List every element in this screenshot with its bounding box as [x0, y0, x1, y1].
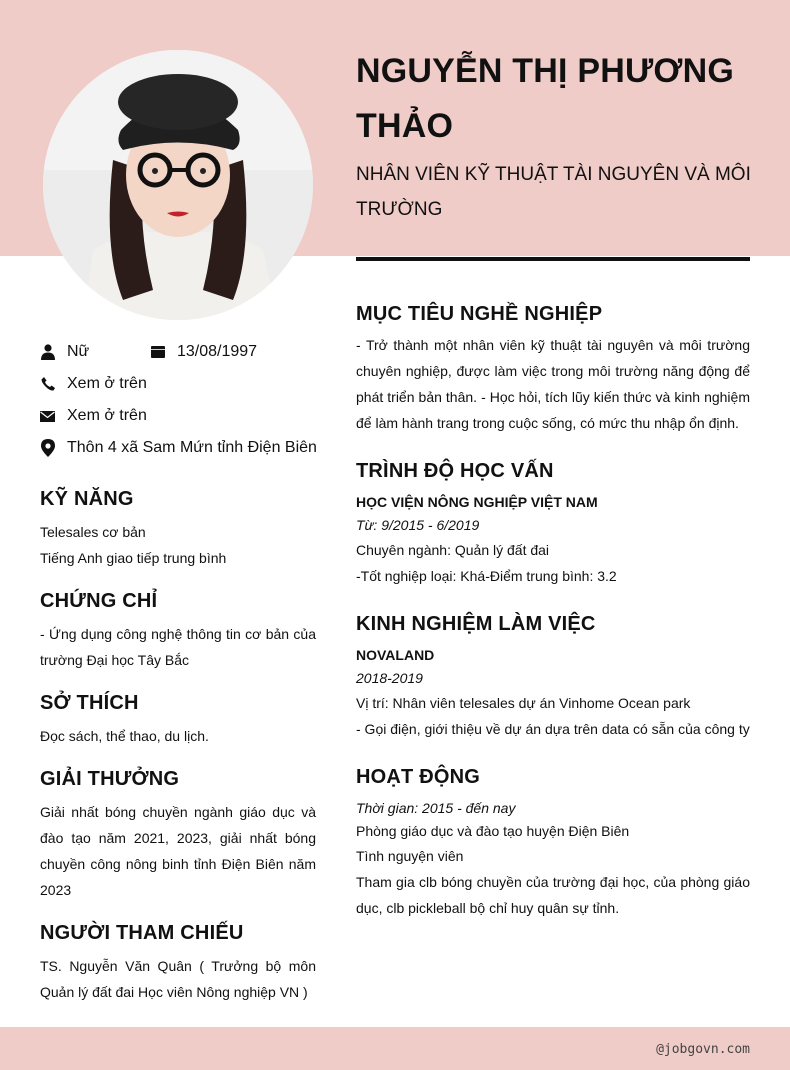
hobbies-heading: SỞ THÍCH	[40, 692, 139, 714]
address-value: Thôn 4 xã Sam Mứn tỉnh Điện Biên	[67, 439, 317, 456]
education-major: Chuyên ngành: Quản lý đất đai	[356, 542, 550, 558]
skills-heading: KỸ NĂNG	[40, 488, 134, 510]
footer-brand: @jobgovn.com	[656, 1042, 750, 1057]
activities-line: Tình nguyện viên	[356, 848, 464, 864]
experience-company: NOVALAND	[356, 647, 435, 663]
certificates-heading: CHỨNG CHỈ	[40, 590, 158, 612]
experience-duty: - Gọi điện, giới thiệu về dự án dựa trên data có sẵn của công ty	[356, 721, 750, 737]
hobbies-text: Đọc sách, thể thao, du lịch.	[40, 728, 209, 744]
map-pin-icon	[40, 439, 55, 457]
activities-line: Phòng giáo dục và đào tạo huyện Điện Biên	[356, 823, 630, 839]
activities-heading: HOẠT ĐỘNG	[356, 766, 481, 788]
profile-photo	[43, 50, 313, 320]
candidate-name: NGUYỄN THỊ PHƯƠNG THẢO	[356, 52, 734, 145]
experience-position: Vị trí: Nhân viên telesales dự án Vinhome Ocean park	[356, 695, 691, 711]
email-value: Xem ở trên	[67, 407, 147, 424]
info-gender	[40, 343, 89, 361]
references-heading: NGƯỜI THAM CHIẾU	[40, 922, 244, 944]
education-school: HỌC VIỆN NÔNG NGHIỆP VIỆT NAM	[356, 494, 598, 510]
skill-item: Tiếng Anh giao tiếp trung bình	[40, 550, 227, 566]
activities-period: Thời gian: 2015 - đến nay	[356, 800, 516, 816]
header-divider	[356, 257, 750, 261]
activities-description: Tham gia clb bóng chuyền của trường đại học, của phòng giáo dục, clb pickleball bộ chỉ huy quân sự tỉnh.	[356, 874, 750, 916]
birthday-value: 13/08/1997	[177, 343, 258, 360]
info-address	[40, 439, 317, 457]
objective-text: - Trở thành một nhân viên kỹ thuật tài nguyên và môi trường chuyên nghiệp, được làm việc trong môi trường năng động để phát triển bản thân. - Học hỏi, tích lũy kiến thức và kinh nghiệm để làm hành trang trong cuộc sống, có mức thu nhập ổn định.	[356, 337, 750, 431]
info-email	[40, 407, 147, 425]
phone-icon	[40, 375, 55, 393]
phone-value: Xem ở trên	[67, 375, 147, 392]
education-heading: TRÌNH ĐỘ HỌC VẤN	[356, 460, 554, 482]
awards-text: Giải nhất bóng chuyền ngành giáo dục và đào tạo năm 2021, 2023, giải nhất bóng chuyền công nông binh tỉnh Điện Biên năm 2023	[40, 804, 316, 898]
awards-heading: GIẢI THƯỞNG	[40, 768, 180, 790]
candidate-job-title: NHÂN VIÊN KỸ THUẬT TÀI NGUYÊN VÀ MÔI TRƯỜNG	[356, 164, 751, 220]
experience-heading: KINH NGHIỆM LÀM VIỆC	[356, 613, 596, 635]
education-grade: -Tốt nghiệp loại: Khá-Điểm trung bình: 3.2	[356, 568, 617, 584]
gender-value: Nữ	[67, 343, 90, 360]
person-icon	[40, 343, 55, 361]
objective-heading: MỤC TIÊU NGHỀ NGHIỆP	[356, 303, 603, 325]
references-text: TS. Nguyễn Văn Quân ( Trưởng bộ môn Quản lý đất đai Học viên Nông nghiệp VN )	[40, 958, 316, 1000]
info-phone	[40, 375, 147, 393]
calendar-icon	[150, 343, 165, 361]
envelope-icon	[40, 407, 55, 425]
education-period: Từ: 9/2015 - 6/2019	[356, 517, 480, 533]
skill-item: Telesales cơ bản	[40, 524, 146, 540]
info-birthday	[150, 343, 257, 361]
certificates-text: - Ứng dụng công nghệ thông tin cơ bản của trường Đại học Tây Bắc	[40, 626, 316, 668]
experience-period: 2018-2019	[356, 670, 423, 686]
